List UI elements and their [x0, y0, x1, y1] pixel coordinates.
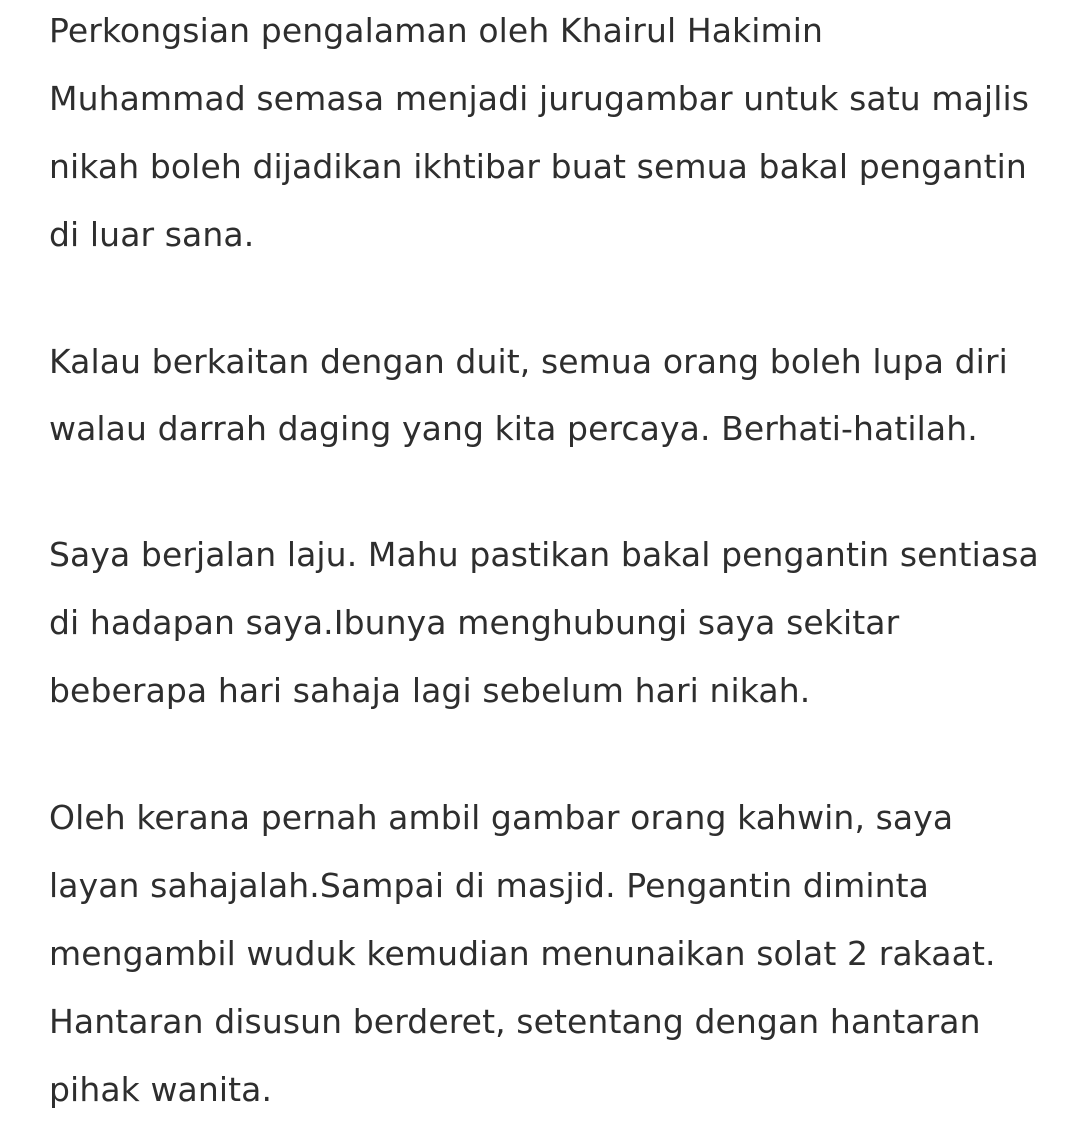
text-line: Saya berjalan laju. Mahu pastikan bakal pengantin sentiasa — [49, 535, 1039, 574]
text-line: Muhammad semasa menjadi jurugambar untuk satu majlis — [49, 79, 1030, 118]
text-line: walau darrah daging yang kita percaya. Berhati-hatilah. — [49, 409, 978, 448]
text-line: Hantaran disusun berderet, setentang dengan hantaran — [49, 1002, 981, 1041]
text-line: Oleh kerana pernah ambil gambar orang kahwin, saya — [49, 798, 954, 837]
text-line: Kalau berkaitan dengan duit, semua orang boleh lupa diri — [49, 342, 1008, 381]
text-line: Perkongsian pengalaman oleh Khairul Hakimin — [49, 11, 824, 50]
text-line: mengambil wuduk kemudian menunaikan solat 2 rakaat. — [49, 934, 996, 973]
text-line: di luar sana. — [49, 215, 255, 254]
text-line: layan sahajalah.Sampai di masjid. Pengantin diminta — [49, 866, 930, 905]
text-line: nikah boleh dijadikan ikhtibar buat semua bakal pengantin — [49, 147, 1027, 186]
text-line: pihak wanita. — [49, 1070, 273, 1109]
text-line: beberapa hari sahaja lagi sebelum hari nikah. — [49, 671, 811, 710]
text-line: di hadapan saya.Ibunya menghubungi saya sekitar — [49, 603, 900, 642]
